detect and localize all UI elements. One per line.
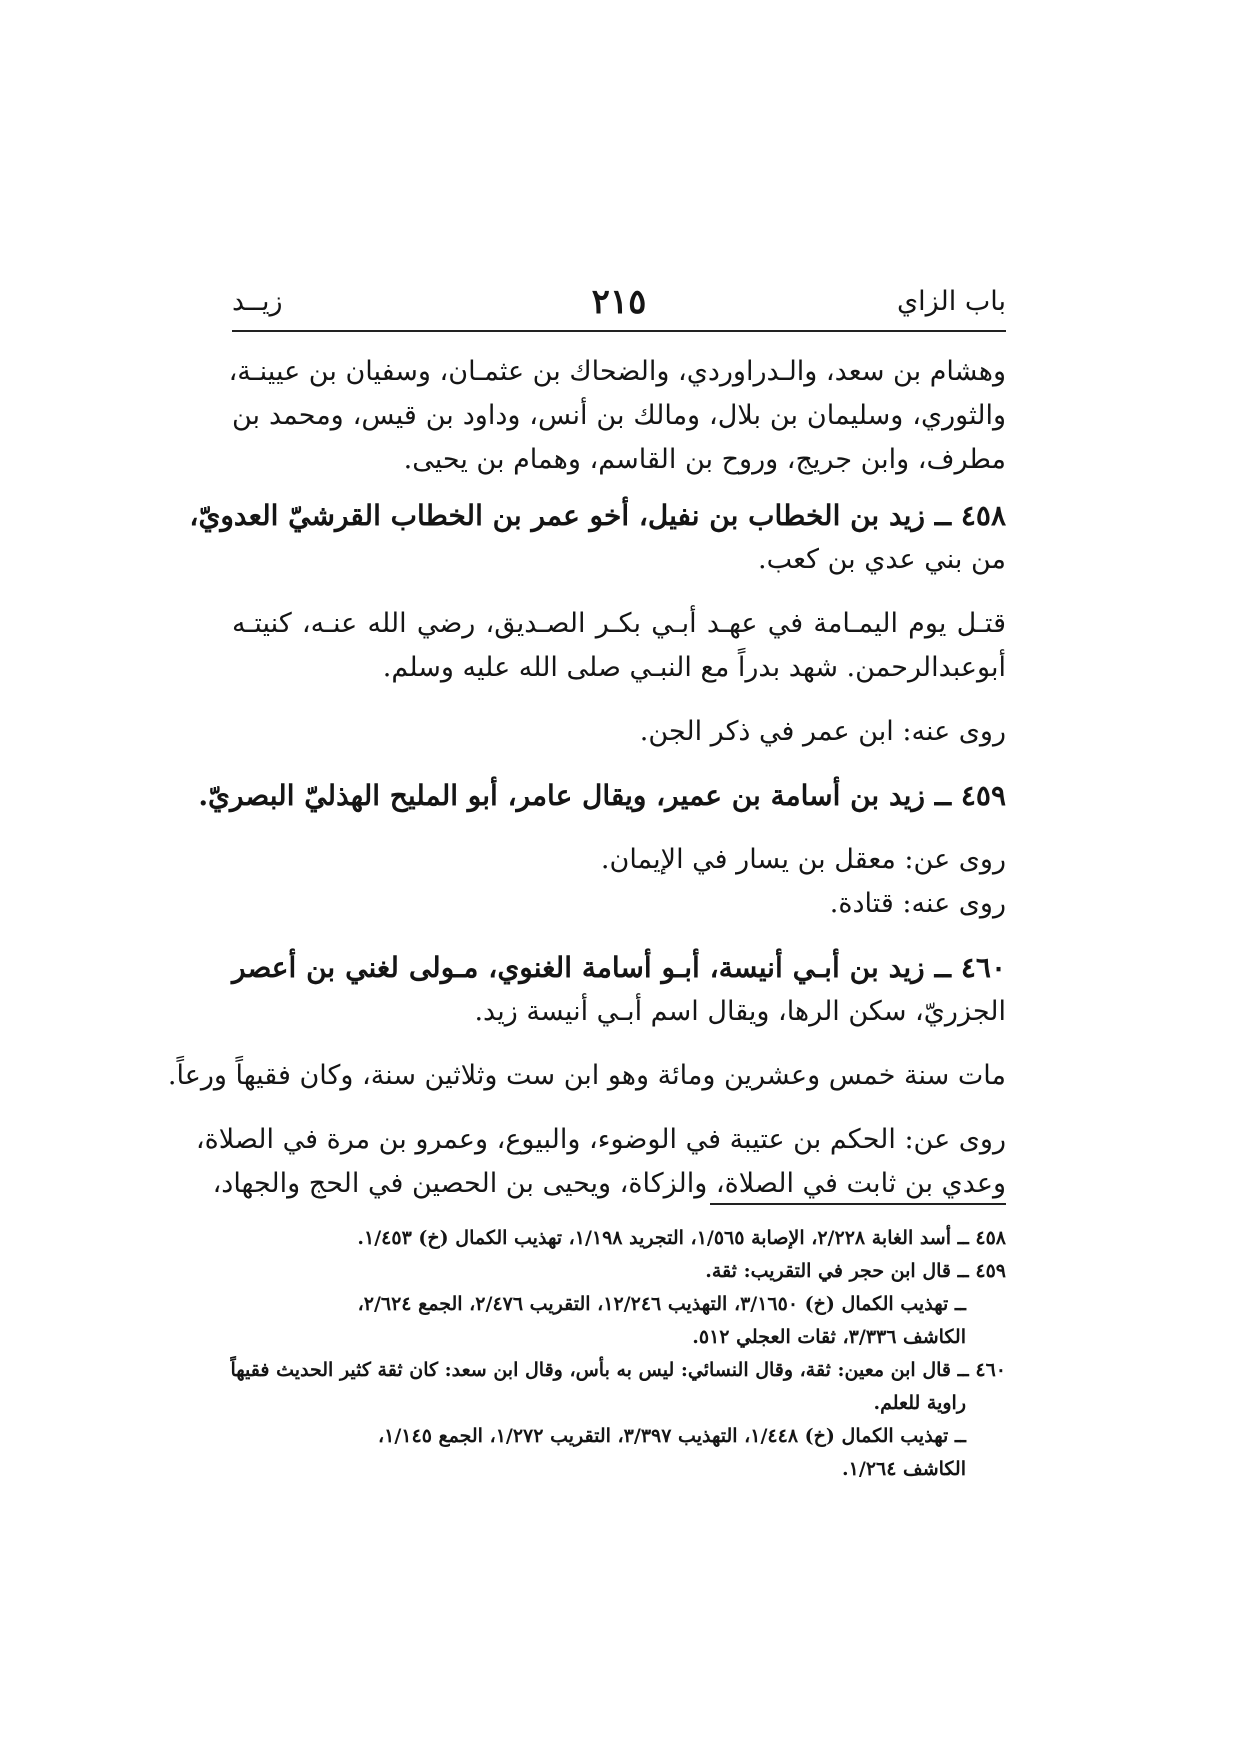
text-line: مطرف، وابن جريج، وروح بن القاسم، وهمام بن يحيى. [403,444,1006,475]
footnote-line: راوية للعلم. [873,1392,966,1414]
footnote-line: الكاشف ١/٢٦٤. [842,1458,966,1480]
header-entry-name: زيــد [232,286,283,317]
text-line: روى عن: معقل بن يسار في الإيمان. [600,844,1006,875]
chapter-title: باب الزاي [896,286,1006,317]
text-line: مات سنة خمس وعشرين ومائة وهو ابن ست وثلاثين سنة، وكان فقيهاً ورعاً. [167,1060,1006,1091]
text-line: روى عن: الحكم بن عتيبة في الوضوء، والبيوع، وعمرو بن مرة في الصلاة، [195,1124,1006,1155]
running-header [232,282,1006,326]
text-line: روى عنه: ابن عمر في ذكر الجن. [639,716,1006,747]
footnote-line: ــ تهذيب الكمال (خ) ١/٤٤٨، التهذيب ٣/٣٩٧، التقريب ١/٢٧٢، الجمع ١/١٤٥، [378,1425,966,1447]
footnote-line: ــ تهذيب الكمال (خ) ٣/١٦٥٠، التهذيب ١٢/٢٤٦، التقريب ٢/٤٧٦، الجمع ٢/٦٢٤، [357,1293,966,1315]
entry-heading-459: ٤٥٩ ــ زيد بن أسامة بن عمير، ويقال عامر، أبو المليح الهذليّ البصريّ. [198,779,1006,812]
text-line: الجزريّ، سكن الرها، ويقال اسم أبـي أنيسة زيد. [474,996,1006,1027]
entry-heading-460: ٤٦٠ ــ زيد بن أبـي أنيسة، أبـو أسامة الغنوي، مـولى لغني بن أعصر [232,951,1006,984]
text-line: من بني عدي بن كعب. [758,544,1006,575]
entry-heading-458: ٤٥٨ ــ زيد بن الخطاب بن نفيل، أخو عمر بن الخطاب القرشيّ العدويّ، [189,499,1006,532]
footnote-line: ٤٥٩ ــ قال ابن حجر في التقريب: ثقة. [705,1260,1006,1282]
main-text [167,350,1006,1206]
text-line: وهشام بن سعد، والـدراوردي، والضحاك بن عثمـان، وسفيان بن عيينـة، [228,356,1006,387]
text-line: والثوري، وسليمان بن بلال، ومالك بن أنس، وداود بن قيس، ومحمد بن [232,400,1006,431]
footnotes [232,1222,1006,1486]
text-line: روى عنه: قتادة. [829,888,1006,919]
footnote-line: الكاشف ٣/٣٣٦، ثقات العجلي ٥١٢. [692,1326,966,1348]
text-line: أبوعبدالرحمن. شهد بدراً مع النبـي صلى الله عليه وسلم. [382,652,1006,683]
footnote-line: ٤٥٨ ــ أسد الغابة ٢/٢٢٨، الإصابة ١/٥٦٥، التجريد ١/١٩٨، تهذيب الكمال (خ) ١/٤٥٣. [357,1227,1006,1249]
page-number: ٢١٥ [591,282,647,322]
header-rule [232,330,1006,332]
text-line: قتـل يوم اليمـامة في عهـد أبـي بكـر الصـديق، رضي الله عنـه، كنيتـه [232,608,1006,639]
text-line: وعدي بن ثابت في الصلاة، والزكاة، ويحيى بن الحصين في الحج والجهاد، [212,1168,1006,1199]
footnote-rule [710,1203,1006,1205]
footnote-line: ٤٦٠ ــ قال ابن معين: ثقة، وقال النسائي: ليس به بأس، وقال ابن سعد: كان ثقة كثير الحديث فقيهاً [230,1359,1006,1381]
